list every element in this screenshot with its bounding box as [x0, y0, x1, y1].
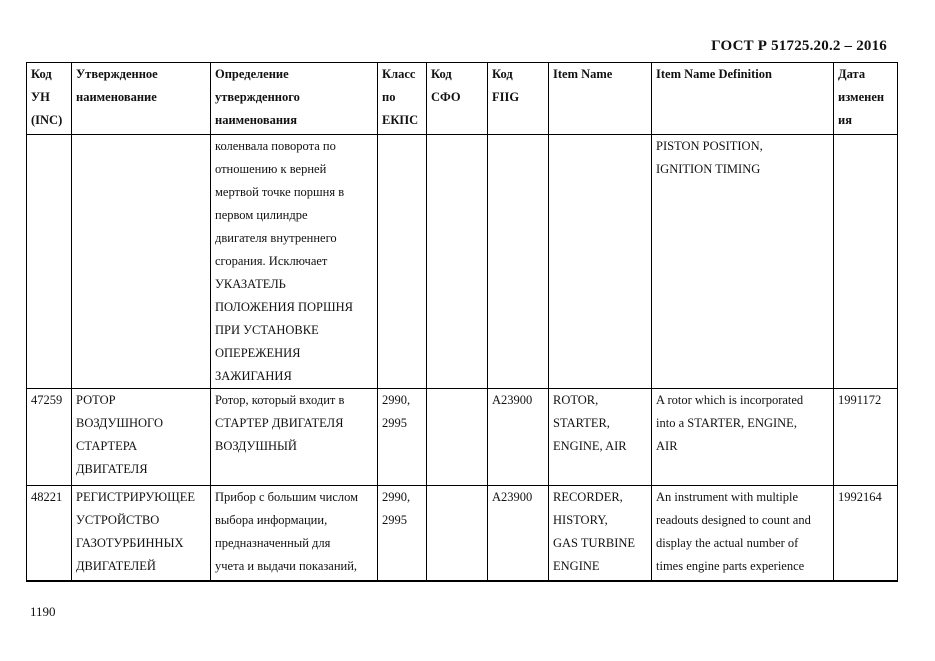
header-item-name — [549, 63, 652, 135]
cell-text-line: РЕГИСТРИРУЮЩЕЕ — [76, 490, 196, 504]
cell-change-date — [834, 389, 898, 486]
cell-code-fiig — [488, 486, 549, 581]
cell-text-line: наименование — [76, 90, 157, 104]
cell-text-line: ROTOR, — [553, 393, 599, 407]
cell-text-line: RECORDER, — [553, 490, 623, 504]
cell-code-inc — [27, 486, 72, 581]
cell-text-line: отношению к верней — [215, 162, 327, 176]
cell-text-line: СФО — [431, 90, 461, 104]
header-definition — [211, 63, 378, 135]
cell-text-line: A rotor which is incorporated — [656, 393, 804, 407]
cell-text-line: Прибор с большим числом — [215, 490, 359, 504]
table-row — [27, 135, 898, 389]
cell-definition — [211, 486, 378, 581]
cell-text-line: GAS TURBINE — [553, 536, 636, 550]
cell-text-line: An instrument with multiple — [656, 490, 799, 504]
cell-class-ekps — [378, 389, 427, 486]
cell-text-line: 1992164 — [838, 490, 882, 504]
cell-class-ekps — [378, 486, 427, 581]
cell-text-line: PISTON POSITION, — [656, 139, 763, 153]
cell-text-line: 2990, — [382, 393, 411, 407]
cell-code-inc — [27, 389, 72, 486]
cell-code-sfo — [427, 135, 488, 389]
cell-text-line: наименования — [215, 113, 298, 127]
cell-text-line: readouts designed to count and — [656, 513, 811, 527]
cell-text-line: РОТОР — [76, 393, 116, 407]
header-code-fiig — [488, 63, 549, 135]
cell-item-name — [549, 486, 652, 581]
cell-text-line: STARTER, — [553, 416, 610, 430]
cell-text-line: УКАЗАТЕЛЬ — [215, 277, 286, 291]
cell-text-line: 1991172 — [838, 393, 882, 407]
cell-text-line: display the actual number of — [656, 536, 799, 550]
cell-item-name-definition — [652, 486, 834, 581]
cell-text-line: ия — [838, 113, 852, 127]
table-header-row — [27, 63, 898, 135]
cell-text-line: A23900 — [492, 393, 533, 407]
cell-text-line: СТАРТЕР ДВИГАТЕЛЯ — [215, 416, 344, 430]
header-item-name-definition — [652, 63, 834, 135]
cell-text-line: into a STARTER, ENGINE, — [656, 416, 797, 430]
page-number: 1190 — [30, 604, 56, 619]
cell-code-sfo — [427, 389, 488, 486]
cell-text-line: коленвала поворота по — [215, 139, 336, 153]
cell-text-line: выбора информации, — [215, 513, 328, 527]
cell-text-line: ВОЗДУШНОГО — [76, 416, 163, 430]
cell-text-line: Дата — [838, 67, 866, 81]
cell-item-name-definition — [652, 135, 834, 389]
cell-text-line: Ротор, который входит в — [215, 393, 345, 407]
cell-text-line: 2990, — [382, 490, 411, 504]
cell-text-line: утвержденного — [215, 90, 300, 104]
cell-change-date — [834, 486, 898, 581]
cell-text-line: Определение — [215, 67, 289, 81]
cell-item-name — [549, 389, 652, 486]
cell-text-line: Код — [492, 67, 513, 81]
cell-text-line: A23900 — [492, 490, 533, 504]
cell-text-line: ДВИГАТЕЛЯ — [76, 462, 148, 476]
cell-text-line: ENGINE, AIR — [553, 439, 627, 453]
cell-text-line: FIIG — [492, 90, 520, 104]
cell-text-line: ЗАЖИГАНИЯ — [215, 369, 292, 383]
cell-text-line: по — [382, 90, 396, 104]
cell-code-inc — [27, 135, 72, 389]
cell-item-name — [549, 135, 652, 389]
cell-code-fiig — [488, 135, 549, 389]
header-code-sfo — [427, 63, 488, 135]
cell-change-date — [834, 135, 898, 389]
cell-text-line: учета и выдачи показаний, — [215, 559, 358, 573]
table-row — [27, 389, 898, 486]
cell-text-line: ПОЛОЖЕНИЯ ПОРШНЯ — [215, 300, 353, 314]
cell-text-line: ЕКПС — [382, 113, 419, 127]
header-approved-name — [72, 63, 211, 135]
header-change-date — [834, 63, 898, 135]
cell-class-ekps — [378, 135, 427, 389]
cell-code-sfo — [427, 486, 488, 581]
cell-text-line: HISTORY, — [553, 513, 608, 527]
cell-text-line: AIR — [656, 439, 678, 453]
cell-text-line: изменен — [838, 90, 885, 104]
cell-text-line: IGNITION TIMING — [656, 162, 761, 176]
cell-text-line: мертвой точке поршня в — [215, 185, 345, 199]
cell-approved-name — [72, 389, 211, 486]
cell-approved-name — [72, 135, 211, 389]
cell-text-line: ГАЗОТУРБИННЫХ — [76, 536, 184, 550]
cell-text-line: первом цилиндре — [215, 208, 308, 222]
cell-text-line: 47259 — [31, 393, 63, 407]
table-row — [27, 486, 898, 581]
header-class-ekps — [378, 63, 427, 135]
cell-text-line: УСТРОЙСТВО — [76, 513, 160, 527]
cell-text-line: 48221 — [31, 490, 63, 504]
classification-table — [26, 62, 898, 582]
cell-text-line: Код — [431, 67, 452, 81]
cell-text-line: предназначенный для — [215, 536, 331, 550]
cell-text-line: times engine parts experience — [656, 559, 805, 573]
cell-text-line: сгорания. Исключает — [215, 254, 328, 268]
document-standard-header: ГОСТ Р 51725.20.2 – 2016 — [711, 38, 887, 54]
cell-text-line: двигателя внутреннего — [215, 231, 337, 245]
cell-text-line: ДВИГАТЕЛЕЙ — [76, 559, 156, 573]
cell-text-line: Item Name — [553, 67, 613, 81]
cell-definition — [211, 389, 378, 486]
cell-approved-name — [72, 486, 211, 581]
cell-definition — [211, 135, 378, 389]
cell-text-line: ВОЗДУШНЫЙ — [215, 439, 297, 453]
header-code-inc — [27, 63, 72, 135]
cell-code-fiig — [488, 389, 549, 486]
cell-text-line: ПРИ УСТАНОВКЕ — [215, 323, 319, 337]
cell-text-line: УН — [31, 90, 50, 104]
cell-text-line: ОПЕРЕЖЕНИЯ — [215, 346, 301, 360]
cell-text-line: (INC) — [31, 113, 63, 127]
cell-text-line: Утвержденное — [76, 67, 158, 81]
cell-text-line: Код — [31, 67, 52, 81]
cell-item-name-definition — [652, 389, 834, 486]
cell-text-line: 2995 — [382, 513, 407, 527]
cell-text-line: ENGINE — [553, 559, 600, 573]
cell-text-line: Item Name Definition — [656, 67, 772, 81]
cell-text-line: 2995 — [382, 416, 407, 430]
cell-text-line: СТАРТЕРА — [76, 439, 138, 453]
cell-text-line: Класс — [382, 67, 416, 81]
